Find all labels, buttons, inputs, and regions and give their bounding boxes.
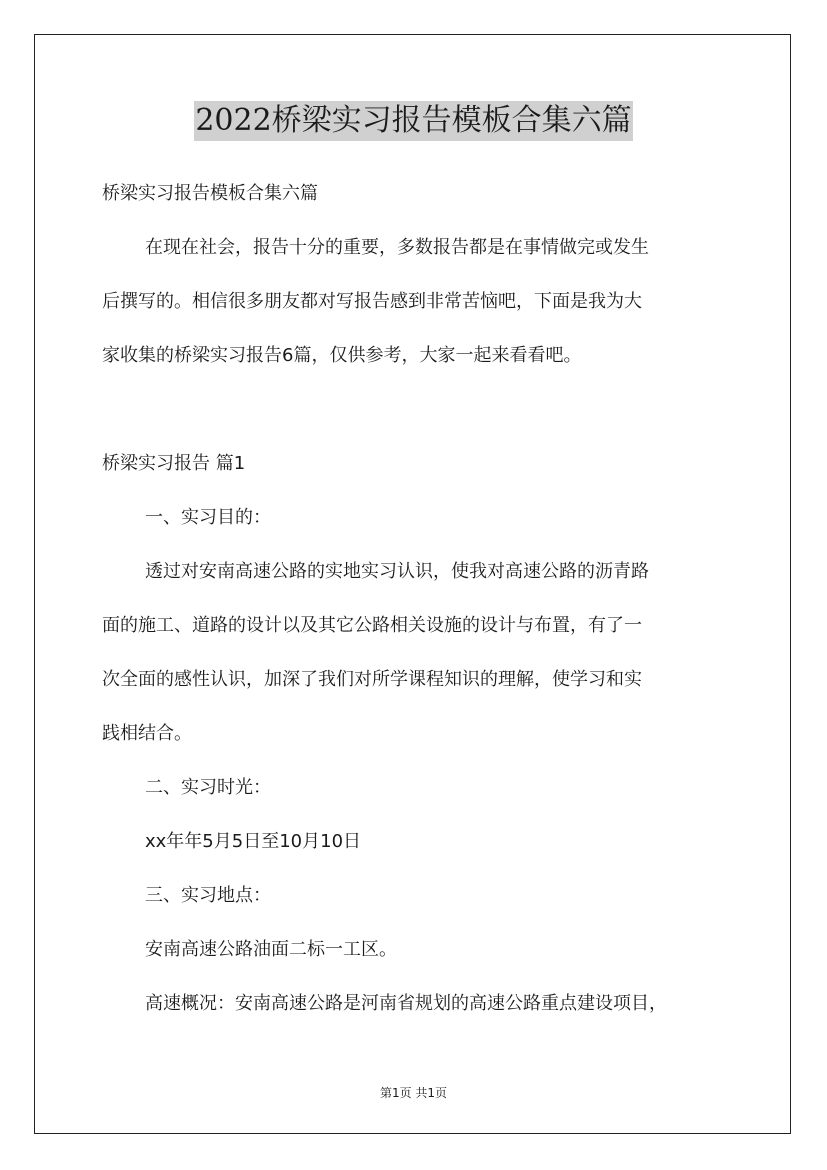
- subheading-line: 一、实习目的：: [145, 507, 271, 528]
- paragraph-line: 安南高速公路油面二标一工区。: [145, 939, 397, 960]
- paragraph-line: 践相结合。: [102, 723, 192, 744]
- paragraph-line: 次全面的感性认识，加深了我们对所学课程知识的理解，使学习和实: [102, 669, 642, 690]
- document-title-text: 2022桥梁实习报告模板合集六篇: [194, 101, 632, 141]
- section-heading: 桥梁实习报告 篇1: [102, 453, 246, 474]
- paragraph-line: 后撰写的。相信很多朋友都对写报告感到非常苦恼吧，下面是我为大: [102, 291, 642, 312]
- paragraph-line: 家收集的桥梁实习报告6篇，仅供参考，大家一起来看看吧。: [102, 345, 582, 366]
- paragraph-line: 透过对安南高速公路的实地实习认识，使我对高速公路的沥青路: [145, 561, 649, 582]
- paragraph-line: 高速概况：安南高速公路是河南省规划的高速公路重点建设项目，: [145, 993, 667, 1014]
- paragraph-line: 在现在社会，报告十分的重要，多数报告都是在事情做完或发生: [145, 237, 649, 258]
- page-footer: 第1页 共1页: [379, 1086, 448, 1100]
- document-title: [0, 101, 827, 141]
- subheading-line: 二、实习时光：: [145, 777, 271, 798]
- subtitle-line: 桥梁实习报告模板合集六篇: [102, 183, 318, 204]
- subheading-line: 三、实习地点：: [145, 885, 271, 906]
- paragraph-line: 面的施工、道路的设计以及其它公路相关设施的设计与布置，有了一: [102, 615, 642, 636]
- paragraph-line: xx年年5月5日至10月10日: [145, 831, 362, 852]
